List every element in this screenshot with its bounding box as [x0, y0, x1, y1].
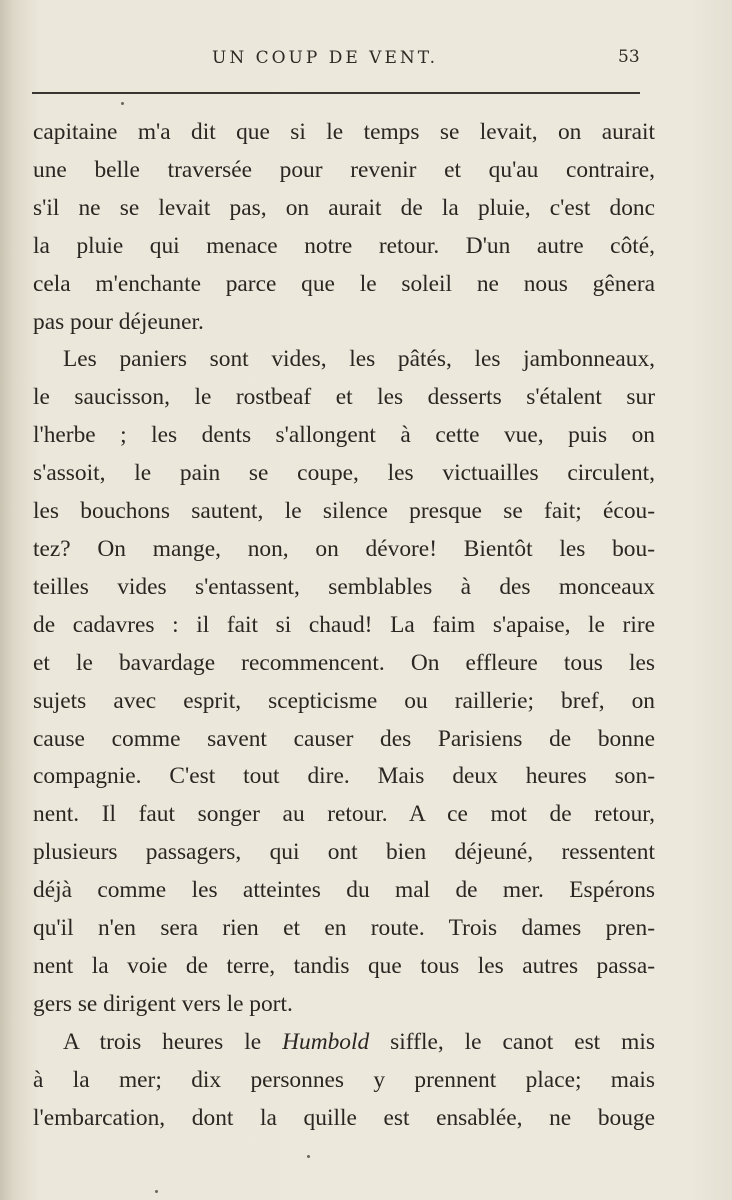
text-line-with-italic: [33, 1024, 655, 1062]
text-line: sujets avec esprit, scepticisme ou raillerie; bref, on: [33, 687, 655, 714]
text-line: les bouchons sautent, le silence presque se fait; écou-: [33, 498, 655, 525]
text-line: capitaine m'a dit que si le temps se levait, on aurait: [33, 119, 655, 145]
running-title: UN COUP DE VENT.: [212, 48, 438, 68]
paper-speck: [155, 1190, 158, 1193]
page-number: 53: [618, 47, 640, 67]
text-line: à la mer; dix personnes y prennent place; mais: [33, 1066, 655, 1093]
paper-speck: [121, 102, 124, 105]
text-line: nent la voie de terre, tandis que tous les autres passa-: [33, 952, 655, 979]
text-line: l'embarcation, dont la quille est ensablée, ne bouge: [33, 1104, 655, 1131]
text-line: s'assoit, le pain se coupe, les victuailles circulent,: [33, 460, 655, 487]
text-line: s'il ne se levait pas, on aurait de la pluie, c'est donc: [33, 194, 655, 221]
text-line: l'herbe ; les dents s'allongent à cette vue, puis on: [33, 422, 655, 449]
text-line: nent. Il faut songer au retour. A ce mot de retour,: [33, 801, 655, 828]
paragraph-2: [33, 341, 655, 1023]
text-line: compagnie. C'est tout dire. Mais deux heures son-: [33, 763, 655, 790]
paper-speck: [307, 1155, 310, 1158]
text-line: cause comme savent causer des Parisiens de bonne: [33, 725, 655, 752]
text-line: teilles vides s'entassent, semblables à des monceaux: [33, 573, 655, 600]
paragraph-3: [33, 1024, 655, 1138]
text-line: et le bavardage recommencent. On effleure tous les: [33, 649, 655, 676]
text-line: le saucisson, le rostbeaf et les desserts s'étalent sur: [33, 384, 655, 411]
text-line: Les paniers sont vides, les pâtés, les jambonneaux,: [63, 346, 655, 373]
text-line: gers se dirigent vers le port.: [33, 990, 293, 1017]
text-line: la pluie qui menace notre retour. D'un autre côté,: [33, 232, 655, 259]
text-line: qu'il n'en sera rien et en route. Trois dames pren-: [33, 915, 655, 942]
paragraph-1: [33, 114, 655, 341]
text-line: plusieurs passagers, qui ont bien déjeuné, ressentent: [33, 839, 655, 866]
text-fragment: A trois heures le: [63, 1028, 283, 1055]
text-line: tez? On mange, non, on dévore! Bientôt les bou-: [33, 535, 655, 562]
text-line: pas pour déjeuner.: [33, 308, 204, 335]
text-fragment: siffle, le canot est mis: [369, 1028, 655, 1055]
body-text: [33, 114, 655, 1137]
header-rule: [32, 92, 640, 94]
text-line: déjà comme les atteintes du mal de mer. Espérons: [33, 877, 655, 904]
text-line: une belle traversée pour revenir et qu'au contraire,: [33, 156, 655, 183]
text-line: cela m'enchante parce que le soleil ne nous gênera: [33, 270, 655, 297]
text-line: de cadavres : il fait si chaud! La faim s'apaise, le rire: [33, 611, 655, 638]
ship-name: Humbold: [282, 1028, 370, 1055]
